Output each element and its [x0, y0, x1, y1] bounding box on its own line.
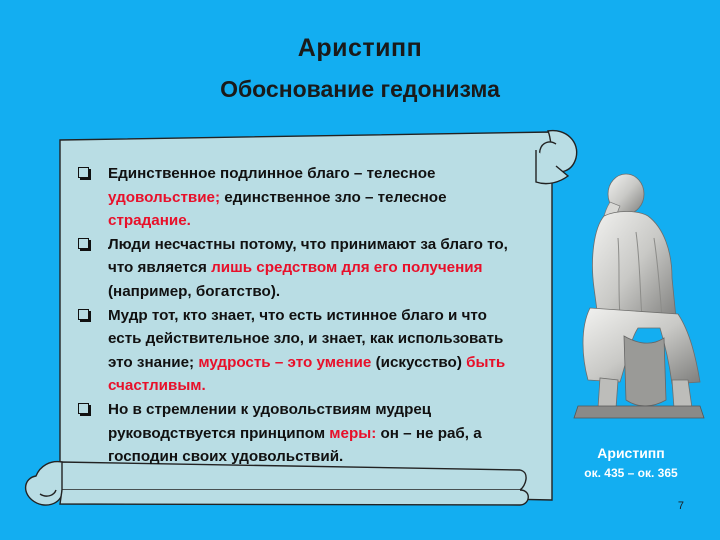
hollow-square-bullet-icon: [78, 403, 89, 414]
statue-of-aristippus-image: [560, 168, 708, 420]
bullet-4-text-a: Но в стремлении к удовольствиям мудрец руководствуется принципом: [108, 400, 432, 442]
bullet-item-1: [78, 162, 518, 233]
hollow-square-bullet-icon: [78, 309, 89, 320]
hollow-square-bullet-icon: [78, 167, 89, 178]
bullet-item-4: [78, 398, 518, 469]
slide-subtitle: Обоснование гедонизма: [220, 76, 500, 102]
bullet-item-2: [78, 233, 518, 304]
caption-dates: ок. 435 – ок. 365: [584, 466, 678, 480]
page-number: 7: [677, 500, 684, 512]
bullet-1-text-c: единственное зло – телесное: [220, 188, 447, 206]
bullet-3-text-c: (искусство): [371, 353, 467, 371]
bullet-3-text-a: Мудр тот, кто знает, что есть истинное благо и что есть действительное зло, и знает, как использовать это знание;: [108, 306, 504, 371]
caption-name: Аристипп: [597, 445, 665, 461]
bullet-1-text-a: Единственное подлинное благо – телесное: [108, 165, 436, 182]
bullet-4-text-b: меры:: [329, 424, 377, 442]
hollow-square-bullet-icon: [78, 238, 89, 249]
bullet-4-text-c: он – не раб, а господин своих удовольствий.: [108, 424, 482, 466]
bullet-2-text-c: (например, богатство).: [108, 282, 281, 300]
bullet-1-text-d: страдание.: [108, 212, 191, 230]
bullet-2-text-a: Люди несчастны потому, что принимают за благо то, что является: [108, 235, 508, 277]
slide-title: Аристипп: [297, 34, 423, 62]
bullet-3-text-b: мудрость – это умение: [198, 353, 372, 371]
bullet-list: [78, 162, 518, 469]
bullet-1-text-b: удовольствие;: [108, 188, 221, 206]
bullet-3-text-d: быть счастливым.: [108, 353, 506, 395]
bullet-2-text-b: лишь средством для его получения: [211, 259, 483, 277]
bullet-item-3: [78, 304, 518, 398]
